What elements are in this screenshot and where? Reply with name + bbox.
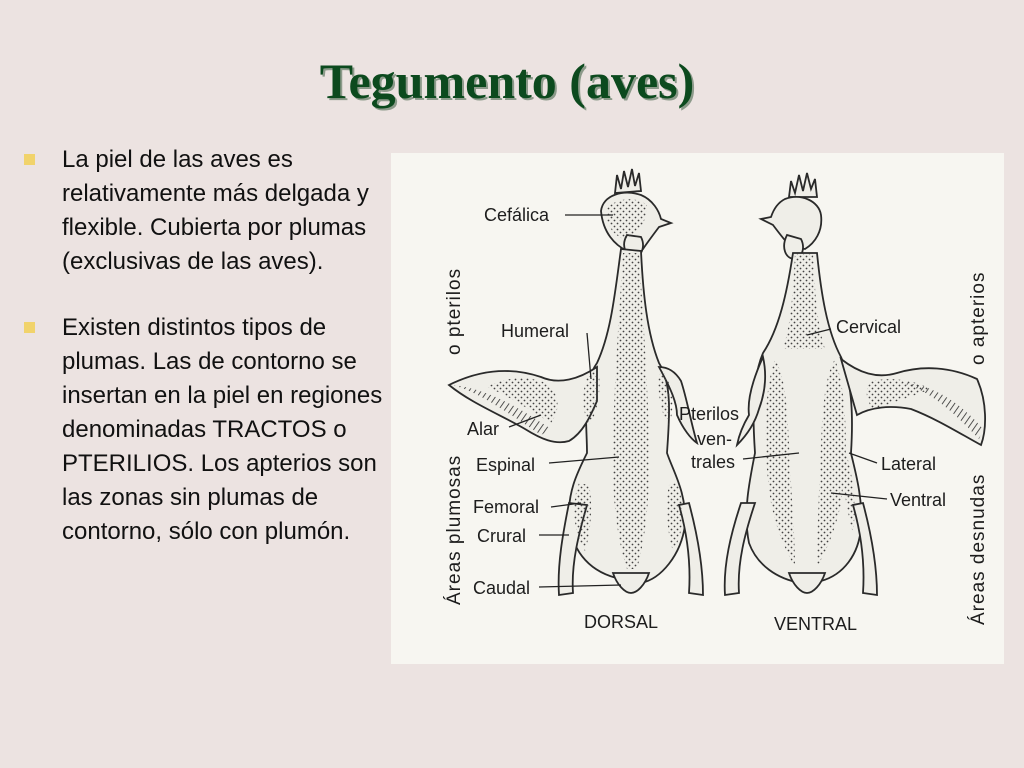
label-areas-plumosas: Áreas plumosas <box>444 454 465 605</box>
ventral-comb <box>789 173 817 197</box>
dorsal-right-leg <box>679 503 703 595</box>
label-humeral: Humeral <box>501 321 570 341</box>
label-pterilos: Pterilos <box>679 404 740 424</box>
bird-feather-tracts-figure <box>391 153 1004 664</box>
label-areas-desnudas: Áreas desnudas <box>968 473 989 625</box>
bullet-list <box>22 143 392 581</box>
label-alar: Alar <box>467 419 500 439</box>
label-espinal: Espinal <box>476 455 536 475</box>
label-cervical: Cervical <box>836 317 902 337</box>
bullet-text: Existen distintos tipos de plumas. Las de contorno se insertan en la piel en regiones denominadas TRACTOS o PTERILIOS. Los apterios son las zonas sin plumas de contorno, sólo con plumón. <box>62 314 383 545</box>
label-o-apterios: o apterios <box>968 271 989 365</box>
bullet-text: La piel de las aves es relativamente más delgada y flexible. Cubierta por plumas (exclusivas de las aves). <box>62 146 369 275</box>
label-cefalica: Cefálica <box>484 205 550 225</box>
slide-title: Tegumento (aves) <box>319 53 695 109</box>
label-ventral: Ventral <box>890 490 947 510</box>
label-pterilos-ven: ven- <box>697 429 733 449</box>
label-femoral: Femoral <box>473 497 540 517</box>
label-crural: Crural <box>477 526 527 546</box>
feather-tracts-diagram <box>391 153 1004 664</box>
square-bullet-icon <box>24 154 35 165</box>
dorsal-comb <box>615 169 641 193</box>
label-o-pterilos: o pterilos <box>444 267 465 355</box>
label-pterilos-trales: trales <box>691 452 736 472</box>
label-lateral: Lateral <box>881 454 937 474</box>
bullet-item <box>22 143 392 279</box>
ventral-bird-drawing <box>725 173 985 595</box>
label-ventral-view: VENTRAL <box>774 614 858 634</box>
ventral-left-leg <box>725 503 755 595</box>
leader-caudal <box>539 585 621 587</box>
label-dorsal-view: DORSAL <box>584 612 659 632</box>
dorsal-tail <box>613 573 649 593</box>
square-bullet-icon <box>24 322 35 333</box>
bullet-item <box>22 311 392 549</box>
ventral-right-wing <box>841 359 985 445</box>
label-caudal: Caudal <box>473 578 531 598</box>
ventral-tail <box>789 573 825 593</box>
